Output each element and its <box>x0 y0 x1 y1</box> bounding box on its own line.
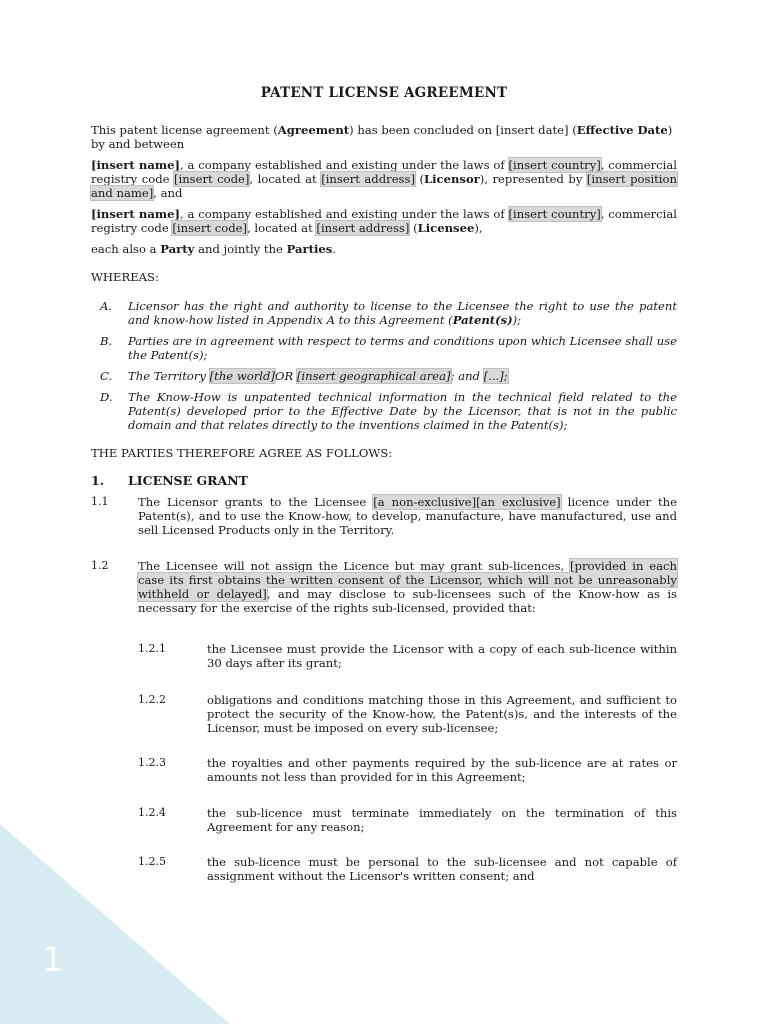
party-licensee-paragraph: [insert name], a company established and existing under the laws of [insert country], commercial registry code [insert code], located at [insert address] (Licensee), <box>91 207 677 235</box>
recital-c: The Territory [the world]OR [insert geographical area]; and [...]; <box>128 369 508 383</box>
intro-paragraph: This patent license agreement (Agreement) has been concluded on [insert date] (Effective Date) by and between <box>91 123 673 151</box>
recital-letter: D. <box>100 390 113 404</box>
subclause-number: 1.2.4 <box>138 806 166 819</box>
recital-letter: C. <box>100 369 113 383</box>
section-number: 1. <box>91 473 105 488</box>
whereas-heading: WHEREAS: <box>91 270 159 284</box>
subclause-number: 1.2.3 <box>138 756 166 769</box>
clause-number: 1.1 <box>91 495 109 508</box>
document-title: PATENT LICENSE AGREEMENT <box>260 85 508 101</box>
clause-number: 1.2 <box>91 559 109 572</box>
recital-d: The Know-How is unpatented technical information in the technical field related to the Patent(s) developed prior to the Effective Date by the Licensor, that is not in the public domain and that relates directly to the inventions claimed in the Patent(s); <box>128 390 677 432</box>
subclause-text: the Licensee must provide the Licensor with a copy of each sub-licence within 30 days after its grant; <box>207 642 677 670</box>
subclause-number: 1.2.1 <box>138 642 166 655</box>
recital-letter: A. <box>100 299 113 313</box>
clause-1-2: The Licensee will not assign the Licence but may grant sub-licences, [provided in each case its first obtains the written consent of the Licensor, which will not be unreasonably withheld or delayed], and may disclose to sub-licensees such of the Know-how as is necessary for the exercise of the rights sub-licensed, provided that: <box>138 559 677 615</box>
corner-decoration <box>0 824 230 1024</box>
party-licensor-paragraph: [insert name], a company established and existing under the laws of [insert country], commercial registry code [insert code], located at [insert address] (Licensor), represented by [insert position and name], and <box>91 158 677 200</box>
subclause-text: the royalties and other payments required by the sub-licence are at rates or amounts not less than provided for in this Agreement; <box>207 756 677 784</box>
parties-definition: each also a Party and jointly the Parties. <box>91 242 336 256</box>
recital-b: Parties are in agreement with respect to terms and conditions upon which Licensee shall use the Patent(s); <box>128 334 677 362</box>
agreement-statement: THE PARTIES THEREFORE AGREE AS FOLLOWS: <box>91 446 393 460</box>
recital-letter: B. <box>100 334 113 348</box>
recital-a: Licensor has the right and authority to license to the Licensee the right to use the patent and know-how listed in Appendix A to this Agreement (Patent(s)); <box>128 299 677 327</box>
clause-1-1: The Licensor grants to the Licensee [a non-exclusive][an exclusive] licence under the Patent(s), and to use the Know-how, to develop, manufacture, have manufactured, use and sell Licensed Products only in the Territory. <box>138 495 678 537</box>
subclause-text: the sub-licence must be personal to the sub-licensee and not capable of assignment without the Licensor's written consent; and <box>207 855 677 883</box>
section-title: LICENSE GRANT <box>128 473 248 488</box>
subclause-number: 1.2.5 <box>138 855 166 868</box>
subclause-number: 1.2.2 <box>138 693 166 706</box>
page-number: 1 <box>42 940 64 980</box>
subclause-text: the sub-licence must terminate immediately on the termination of this Agreement for any reason; <box>207 806 677 834</box>
subclause-text: obligations and conditions matching those in this Agreement, and sufficient to protect the security of the Know-how, the Patent(s)s, and the interests of the Licensor, must be imposed on every sub-licensee; <box>207 693 677 735</box>
